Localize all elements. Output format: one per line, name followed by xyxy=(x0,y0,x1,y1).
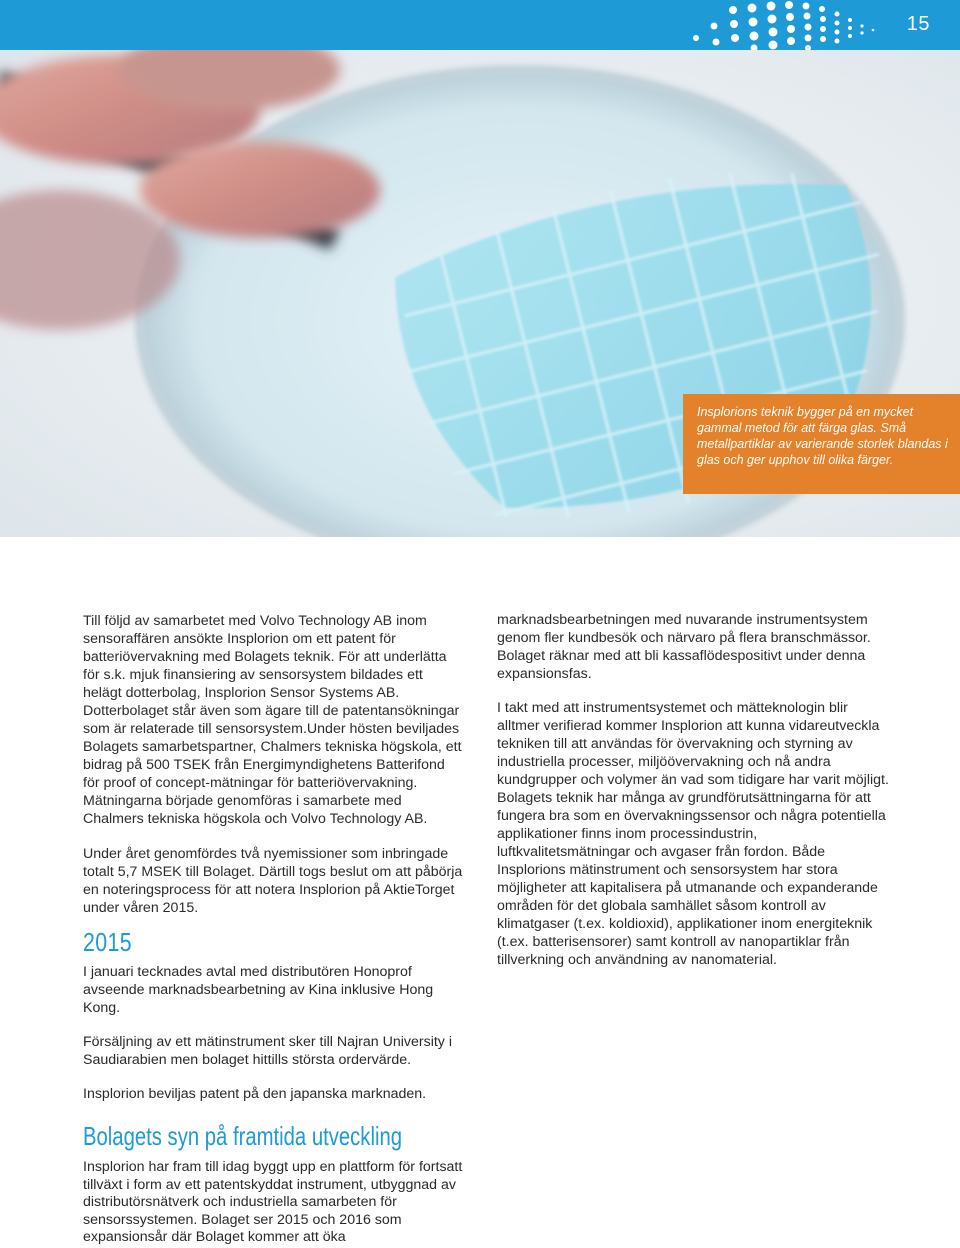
paragraph-outlook: Insplorion har fram till idag byggt upp en plattform för fortsatt tillväxt i form av ett patentskyddat instrument, utbyggnad av distributörsnätverk och industriella samarbeten för sensorssystemen. Bolaget ser 2015 och 2016 som expansionsår där Bolaget kommer att öka xyxy=(83,1159,463,1245)
section-heading-outlook: Bolagets syn på framtida utveckling xyxy=(83,1121,403,1151)
paragraph-volvo-collaboration: Till följd av samarbetet med Volvo Technology AB inom sensoraffären ansökte Insplorion om ett patent för batteriövervakning med Bolagets teknik. För att underlätta för s.k. mjuk finansiering av sensorsystem bildades ett helägt dotterbolag, Insplorion Sensor Systems AB. Dotterbolaget står även som ägare till de patentansökningar som är relaterade till sensorsystem.Under hösten beviljades Bolagets samarbetspartner, Chalmers tekniska högskola, ett bidrag på 500 TSEK från Energimyndighetens Batterifond för proof of concept-mätningar för batteriövervakning. Mätningarna började genomföras i samarbete med Chalmers tekniska högskola och Volvo Technology AB. xyxy=(83,613,462,827)
page-number: 15 xyxy=(906,13,930,35)
paragraph-najran: Försäljning av ett mätinstrument sker till Najran University i Saudiarabien men bolaget hittills största ordervärde. xyxy=(83,1034,452,1068)
paragraph-new-issues: Under året genomfördes två nyemissioner som inbringade totalt 5,7 MSEK till Bolaget. Därtill togs beslut om att påbörja en noteringsprocess för att notera Insplorion på AktieTorget under våren 2015. xyxy=(83,846,463,916)
paragraph-technology-applications: I takt med att instrumentsystemet och mätteknologin blir alltmer verifierad kommer Insplorion att kunna vidareutveckla tekniken till att användas för övervakning och styrning av industriella processer, miljöövervakning och nå andra kundgrupper och volymer än vad som tidigare har varit möjligt. Bolagets teknik har många av grundförutsättningarna för att fungera bra som en övervakningssensor och några potentiella applikationer finns inom processindustrin, luftkvalitetsmätningar och avgaser från fordon. Både Insplorions mätinstrument och sensorsystem har stora möjligheter att kapitalisera på utmanande och expanderande områden för det globala samhället såsom kontroll av klimatgaser (t.ex. koldioxid), applikationer inom energiteknik (t.ex. batterisensorer) samt kontroll av nanopartiklar från tillverkning och användning av nanomaterial. xyxy=(497,700,889,968)
photo-caption: Insplorions teknik bygger på en mycket gammal metod för att färga glas. Små metallpartiklar av varierande storlek blandas i glas och ger upphov till olika färger. xyxy=(683,394,960,494)
header-bar xyxy=(0,0,960,50)
paragraph-honoprof: I januari tecknades avtal med distributören Honoprof avseende marknadsbearbetning av Kina inklusive Hong Kong. xyxy=(83,964,434,1016)
right-column xyxy=(497,611,892,985)
left-column xyxy=(83,612,463,934)
year-2015-section xyxy=(83,963,463,1119)
paragraph-market-expansion: marknadsbearbetningen med nuvarande instrumentsystem genom fler kundbesök och närvaro på flera branschmässor. Bolaget räknar med att bli kassaflödespositivt under denna expansionsfas. xyxy=(497,612,871,682)
section-heading-2015: 2015 xyxy=(83,927,133,957)
paragraph-japan-patent: Insplorion beviljas patent på den japanska marknaden. xyxy=(83,1086,427,1102)
outlook-section xyxy=(83,1159,463,1247)
decorative-dot-pattern xyxy=(686,0,896,50)
